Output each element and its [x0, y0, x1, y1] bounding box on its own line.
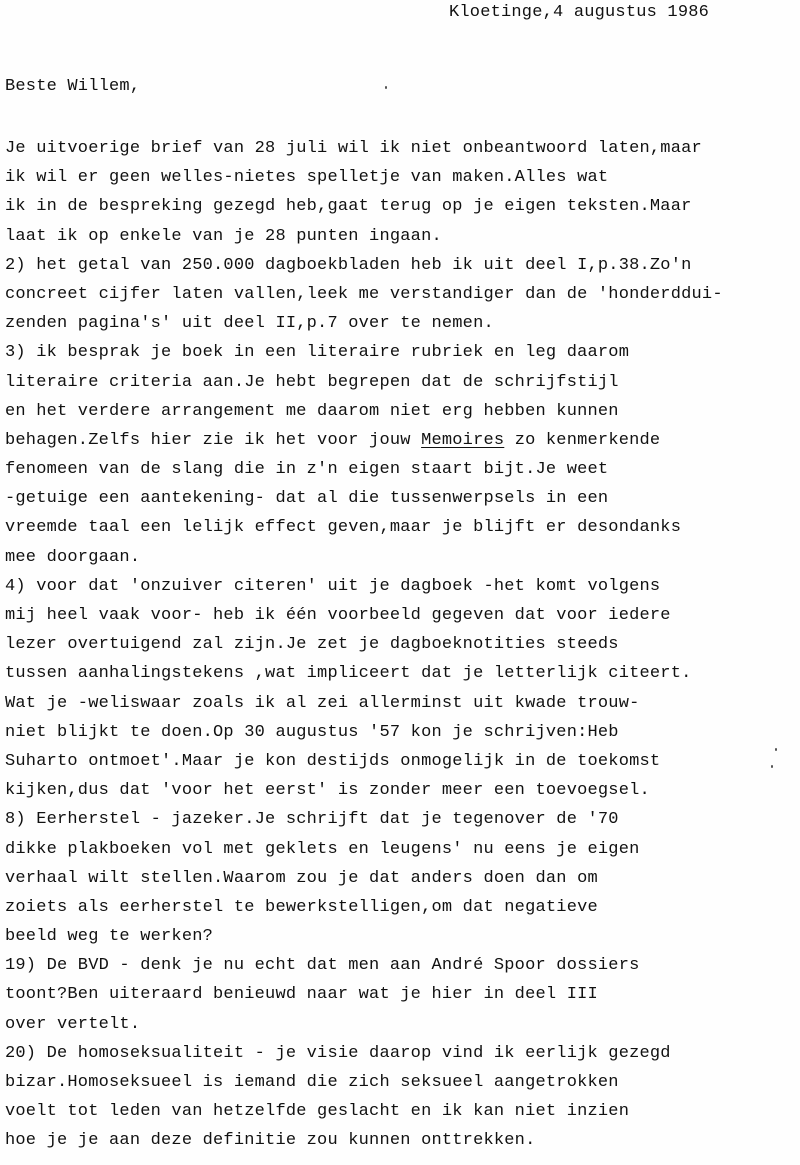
letter-line-segment: zo kenmerkende: [504, 430, 661, 450]
letter-line: dikke plakboeken vol met geklets en leugens' nu eens je eigen: [5, 839, 640, 859]
letter-line: toont?Ben uiteraard benieuwd naar wat je hier in deel III: [5, 985, 598, 1005]
letter-line: 20) De homoseksualiteit - je visie daarop vind ik eerlijk gezegd: [5, 1043, 671, 1063]
letter-line: vreemde taal een lelijk effect geven,maar je blijft er desondanks: [5, 518, 682, 538]
letter-line: niet blijkt te doen.Op 30 augustus '57 kon je schrijven:Heb: [5, 722, 619, 742]
letter-line: 3) ik besprak je boek in een literaire rubriek en leg daarom: [5, 343, 630, 363]
letter-line: en het verdere arrangement me daarom niet erg hebben kunnen: [5, 401, 619, 421]
letter-line: Wat je -weliswaar zoals ik al zei allerminst uit kwade trouw-: [5, 693, 640, 713]
letter-line: verhaal wilt stellen.Waarom zou je dat anders doen dan om: [5, 868, 598, 888]
letter-line: over vertelt.: [5, 1014, 141, 1034]
letter-line: tussen aanhalingstekens ,wat impliceert dat je letterlijk citeert.: [5, 664, 692, 684]
letter-line: laat ik op enkele van je 28 punten ingaan.: [5, 226, 442, 246]
letter-line-segment: behagen.Zelfs hier zie ik het voor jouw: [5, 430, 422, 450]
letter-body: [5, 134, 795, 1156]
letter-line: 8) Eerherstel - jazeker.Je schrijft dat je tegenover de '70: [5, 810, 619, 830]
letter-line: Je uitvoerige brief van 28 juli wil ik niet onbeantwoord laten,maar: [5, 139, 702, 158]
letter-line: lezer overtuigend zal zijn.Je zet je dagboeknotities steeds: [5, 635, 619, 655]
letter-line: ik wil er geen welles-nietes spelletje van maken.Alles wat: [5, 168, 609, 188]
letter-dateline: Kloetinge,4 augustus 1986: [449, 3, 710, 22]
letter-line: literaire criteria aan.Je hebt begrepen dat de schrijfstijl: [5, 372, 619, 392]
letter-line: mee doorgaan.: [5, 547, 141, 567]
letter-line: concreet cijfer laten vallen,leek me verstandiger dan de 'honderddui-: [5, 284, 723, 304]
letter-line: zoiets als eerherstel te bewerkstelligen,om dat negatieve: [5, 897, 598, 917]
letter-line: -getuige een aantekening- dat al die tussenwerpsels in een: [5, 489, 609, 509]
paper-speck: [771, 765, 773, 768]
letter-line: kijken,dus dat 'voor het eerst' is zonder meer een toevoegsel.: [5, 781, 650, 801]
letter-line: Suharto ontmoet'.Maar je kon destijds onmogelijk in de toekomst: [5, 751, 661, 771]
letter-line: 4) voor dat 'onzuiver citeren' uit je dagboek -het komt volgens: [5, 576, 661, 596]
letter-line: hoe je je aan deze definitie zou kunnen onttrekken.: [5, 1131, 536, 1151]
letter-line: zenden pagina's' uit deel II,p.7 over te nemen.: [5, 314, 494, 334]
letter-line: [5, 426, 795, 455]
book-title-memoires: Memoires: [421, 430, 505, 450]
letter-line: fenomeen van de slang die in z'n eigen staart bijt.Je weet: [5, 460, 609, 480]
letter-line: 2) het getal van 250.000 dagboekbladen heb ik uit deel I,p.38.Zo'n: [5, 255, 692, 275]
paper-speck: [385, 86, 387, 89]
paper-speck: [775, 748, 777, 751]
letter-line: ik in de bespreking gezegd heb,gaat terug op je eigen teksten.Maar: [5, 197, 692, 217]
letter-line: mij heel vaak voor- heb ik één voorbeeld gegeven dat voor iedere: [5, 606, 671, 625]
letter-line: voelt tot leden van hetzelfde geslacht en ik kan niet inzien: [5, 1102, 630, 1122]
letter-line: beeld weg te werken?: [5, 927, 214, 947]
letter-line: bizar.Homoseksueel is iemand die zich seksueel aangetrokken: [5, 1073, 619, 1092]
letter-line: 19) De BVD - denk je nu echt dat men aan André Spoor dossiers: [5, 956, 640, 976]
letter-salutation: Beste Willem,: [5, 77, 141, 96]
